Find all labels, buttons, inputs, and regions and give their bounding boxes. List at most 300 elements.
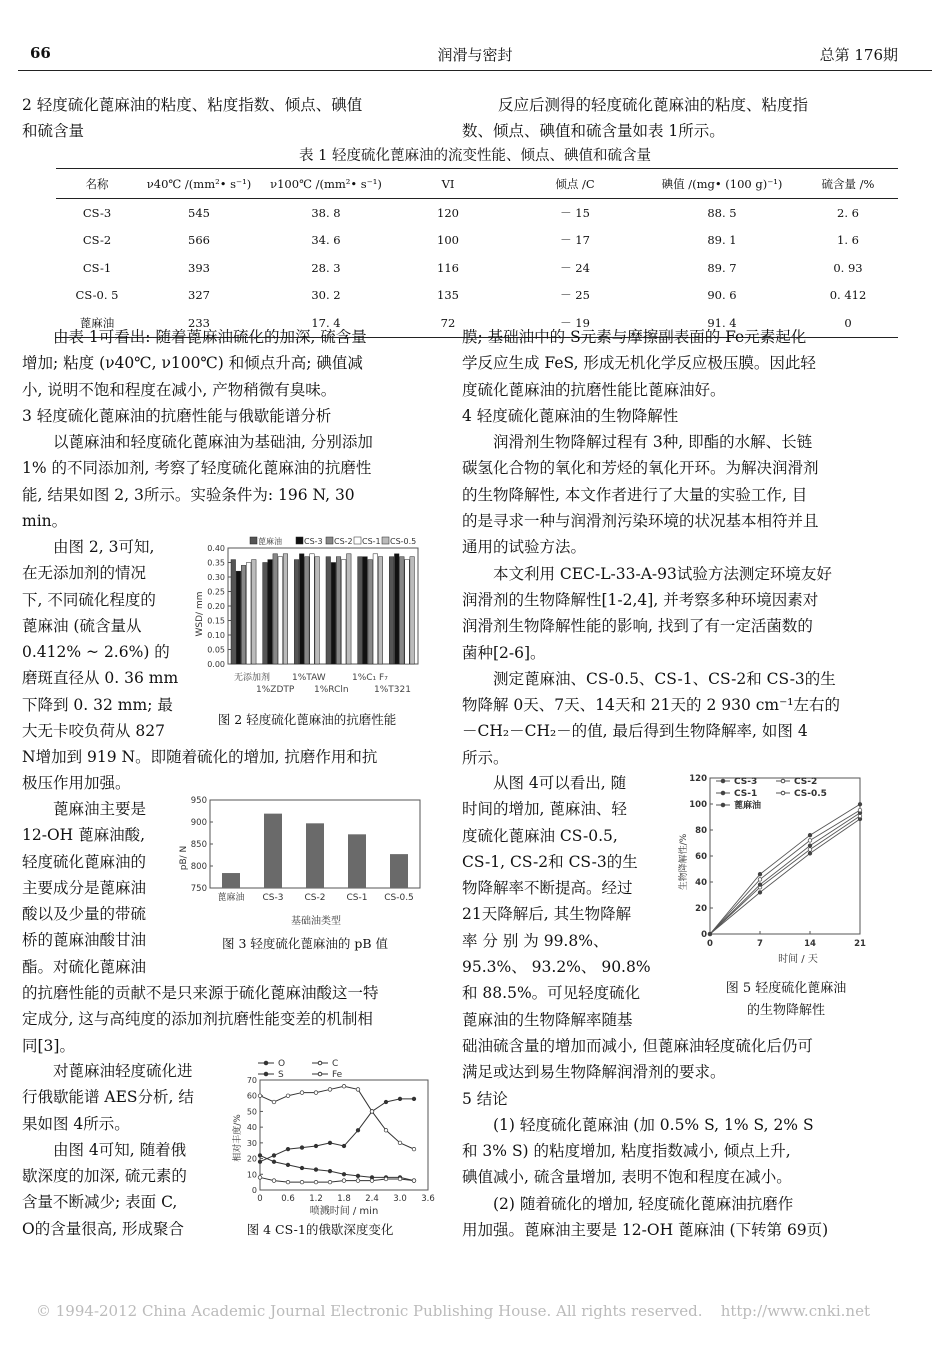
table-cell: 90. 6 [707,288,737,303]
wrap3-line: 12-OH 蓖麻油酸, [22,826,146,845]
fig2-bar [246,563,251,665]
fig2-bar [389,557,394,664]
wrap5-line: 21天降解后, 其生物降解 [462,905,632,924]
page-number: 66 [30,44,51,62]
fig2-bar [400,557,405,664]
fig2-ytick-label: 0.35 [207,558,225,568]
fig2-ytick-label: 0.30 [207,573,225,582]
table-cell: 72 [392,309,504,337]
section-2-heading [22,92,462,145]
fig5-ytick-label: 120 [689,774,707,784]
fig5-ylabel: 生物降解性/% [679,833,689,891]
fig5-point [858,808,862,812]
para-line: －CH₂－CH₂－的值, 最后得到生物降解率, 如图 4 [462,722,808,741]
fig2-legend-swatch [250,537,257,544]
table-cell: 566 [188,233,210,248]
fig2-bar [341,560,346,664]
table-cell: 88. 5 [707,205,737,220]
fig5-legend-marker [781,791,785,795]
fig4-xtick-label: 3.0 [393,1194,407,1204]
fig5-point [808,848,812,852]
section-3-title: 3 轻度硫化蓖麻油的抗磨性能与俄歇能谱分析 [22,406,332,425]
fig3-xlabel: 基础油类型 [291,916,341,927]
fig4-point [398,1177,402,1181]
fig4-point [300,1166,304,1170]
fig2-bar [331,563,336,665]
fig2-bar [347,554,352,664]
fig4-xtick-label: 1.2 [309,1194,323,1204]
section-2-title-line2: 和硫含量 [22,122,85,141]
fig5-point [858,802,862,806]
fig4-point [412,1097,416,1101]
table-cell: CS-2 [82,233,112,248]
wrap4-line: 含量不断减少; 表面 C, [22,1193,178,1212]
fig5-point [808,839,812,843]
figure-4-chart [232,1056,435,1218]
fig2-ytick-label: 0.10 [207,631,225,640]
fig5-ytick-label: 80 [695,826,707,836]
wrap5-line: 95.3%、 93.2%、 90.8% [462,958,651,977]
wrap2-line: 下降到 0. 32 mm; 最 [22,695,173,714]
fig5-point [758,891,762,895]
fig3-bar [222,873,240,888]
figure-5-caption [686,978,886,1022]
fig4-point [412,1179,416,1183]
para-line: 物降解 0天、7天、14天和 21天的 2 930 cm⁻¹左右的 [462,696,841,715]
section-4-title: 4 轻度硫化蓖麻油的生物降解性 [462,406,679,425]
col-iodine: 碘值 /(mg• (100 g)⁻¹) [646,169,798,199]
fig2-bar [405,560,410,664]
fig5-xtick-label: 7 [757,939,763,949]
fig4-ytick-label: 20 [246,1154,257,1164]
fig3-xtick-label: 蓖麻油 [217,893,245,903]
table-cell: 34. 6 [311,233,341,248]
wrap2-line: 0.412% ~ 2.6%) 的 [22,643,170,662]
wrap4-line: 由图 4可知, 随着俄 [53,1140,187,1159]
fig4-legend-marker-diamond [318,1061,322,1065]
fig4-ylabel: 相对丰度/% [233,1114,243,1162]
para-line: 润滑剂的生物降解性[1-2,4], 并考察多种环境因素对 [462,590,819,609]
fig2-bar [315,557,320,664]
fig2-bar [336,557,341,664]
table-header-row [56,169,898,199]
fig2-xlabel: 无添加剂 [234,673,271,683]
table-cell: － 17 [560,233,590,248]
fig4-point [370,1110,374,1114]
fig4-point [412,1147,416,1151]
table-cell: － 19 [504,309,646,337]
fig5-point [708,932,712,936]
col-v40: ν40℃ /(mm²• s⁻¹) [138,169,260,199]
left-after-fig3 [22,980,462,1059]
fig4-point [258,1154,262,1158]
fig5-ytick-label: 60 [695,852,707,862]
table-cell: 30. 2 [311,288,341,303]
section-2-intro [462,92,932,145]
fig2-legend-swatch [296,537,303,544]
wrap5-line: 率 分 别 为 99.8%、 [462,931,609,950]
fig5-legend-marker [721,791,725,795]
fig4-legend-label: Fe [332,1070,343,1080]
fig4-ytick-label: 0 [251,1186,257,1195]
fig2-ytick-label: 0.25 [207,587,225,597]
fig5-point [758,872,762,876]
fig4-legend-marker-circle [264,1061,268,1065]
fig2-bar [394,554,399,664]
right-wrap-fig5 [462,770,674,1033]
fig5-series-line [710,816,860,934]
fig2-bar [283,554,288,664]
para-line: 测定蓖麻油、CS-0.5、CS-1、CS-2和 CS-3的生 [493,669,836,688]
table-row [56,227,898,255]
para-line: 定成分, 这与高纯度的添加剂抗磨性能变差的机制相 [22,1010,373,1029]
fig3-bar [348,834,366,888]
cnki-url[interactable]: http://www.cnki.net [720,1302,870,1320]
conclusion-2: (2) 随着硫化的增加, 轻度硫化蓖麻油抗磨作 [493,1194,794,1213]
fig4-series-line [260,1155,414,1180]
table-cell: 0. 412 [829,288,867,303]
fig5-xlabel: 时间 / 天 [778,954,818,965]
wrap5-line: 从图 4可以看出, 随 [493,774,627,792]
fig4-point [398,1097,402,1101]
table-cell: 38. 8 [311,205,341,220]
conclusion-2: 用加强。蓖麻油主要是 12-OH 蓖麻油 (下转第 69页) [462,1221,829,1240]
fig2-ytick-label: 0.05 [207,645,225,655]
table-cell: 545 [188,205,210,220]
fig5-legend-label: CS-0.5 [794,789,827,799]
fig4-point [258,1160,262,1164]
fig4-point [286,1163,290,1167]
para-line: 通用的试验方法。 [462,538,587,557]
fig4-point [272,1179,276,1183]
col-vi: VI [392,169,504,199]
fig2-ytick-label: 0.00 [207,660,225,669]
fig4-point [328,1180,332,1184]
fig5-plot-frame [710,778,860,934]
wrap5-line: 蓖麻油的生物降解率随基 [462,1010,633,1029]
table-cell: － 25 [560,288,590,303]
fig2-ytick-label: 0.20 [207,602,225,611]
table-cell: 91. 4 [646,309,798,337]
left-wrap-fig3 [22,796,190,980]
table-cell: 100 [437,233,459,248]
figure-2-caption: 图 2 轻度硫化蓖麻油的抗磨性能 [217,712,397,727]
fig4-point [314,1168,318,1172]
wrap4-line: 果如图 4所示。 [22,1114,130,1133]
wrap2-line: 大无卡咬负荷从 827 [22,722,166,741]
fig4-point [258,1094,262,1098]
fig2-bar [368,560,373,664]
fig2-bar [273,554,278,664]
intro-line1: 反应后测得的轻度硫化蓖麻油的粘度、粘度指 [498,96,809,114]
fig4-series-line [260,1099,414,1162]
intro-line2: 数、倾点、碘值和硫含量如表 1所示。 [462,122,725,141]
wrap5-line: 度硫化蓖麻油 CS-0.5, [462,826,618,845]
fig4-legend-label: O [278,1059,286,1069]
fig3-xtick-label: CS-3 [262,893,284,903]
fig4-point [286,1180,290,1184]
fig2-bar [294,560,299,664]
wrap5-line: CS-1, CS-2和 CS-3的生 [462,852,638,871]
fig4-point [356,1174,360,1178]
para-antiwear-3: 能, 结果如图 2, 3所示。实验条件为: 196 N, 30 [22,485,355,504]
fig2-bar [326,557,331,664]
para-line: 润滑剂生物降解过程有 3种, 即酯的水解、长链 [493,433,813,452]
col-v100: ν100℃ /(mm²• s⁻¹) [260,169,392,199]
fig4-point [314,1144,318,1148]
fig4-point [300,1146,304,1150]
fig5-legend-marker [721,779,725,783]
fig3-ytick-label: 900 [190,818,207,828]
fig5-point [808,852,812,856]
fig5-legend-label: CS-2 [794,777,818,787]
fig3-ytick-label: 950 [190,796,207,806]
fig4-legend-marker-cross [318,1072,322,1076]
para-line: N增加到 919 N。即随着硫化的增加, 抗磨作用和抗 [22,748,378,766]
wrap3-line: 桥的蓖麻油酸甘油 [22,931,147,950]
fig4-point [328,1141,332,1145]
fig4-series-line [260,1086,414,1149]
section-5-title: 5 结论 [462,1089,508,1108]
fig5-point [808,833,812,837]
fig3-bar [264,814,282,888]
table-cell: CS-0. 5 [75,288,119,303]
fig4-legend-label: S [278,1070,284,1080]
conclusion-1: (1) 轻度硫化蓖麻油 (加 0.5% S, 1% S, 2% S [493,1115,814,1134]
para-line: 菌种[2-6]。 [462,643,546,662]
fig3-ytick-label: 800 [190,862,207,872]
fig2-legend-label: CS-1 [362,537,381,546]
header-rule [18,70,932,71]
right-bottom [462,1033,932,1243]
fig3-bar [390,854,408,888]
fig4-point [300,1180,304,1184]
left-after-fig2 [22,744,462,797]
para-line: 的生物降解性, 本文作者进行了大量的实验工作, 目 [462,485,808,504]
wrap4-line: 行俄歇能谱 AES分析, 结 [22,1088,194,1107]
fig5-ytick-label: 0 [701,930,707,940]
para-line: 膜; 基础油中的 S元素与摩擦副表面的 Fe元素起化 [462,328,807,346]
wrap3-line: 轻度硫化蓖麻油的 [22,852,147,871]
fig2-bar [299,554,304,664]
fig4-ytick-label: 70 [246,1076,257,1085]
fig4-point [272,1154,276,1158]
fig2-bar [236,571,241,664]
wrap2-line: 蓖麻油 (硫含量从 [22,616,142,635]
fig5-caption-line2: 的生物降解性 [746,1003,825,1018]
para-line: 础油硫含量的增加而减小, 但蓖麻油轻度硫化后仍可 [462,1037,813,1055]
right-column-top [462,324,932,771]
conclusion-1: 和 3% S) 的粘度增加, 粘度指数减小, 倾点上升, [462,1142,791,1161]
fig3-xtick-label: CS-1 [346,893,368,903]
figure-5-chart [676,772,874,968]
wrap5-line: 和 88.5%。可见轻度硫化 [462,984,641,1003]
table-1-caption: 表 1 轻度硫化蓖麻油的流变性能、倾点、碘值和硫含量 [299,148,651,164]
fig2-xlabel: 1%RCln [314,685,349,695]
section-2-title-line1: 2 轻度硫化蓖麻油的粘度、粘度指数、倾点、碘值 [22,96,363,114]
fig5-ytick-label: 100 [689,800,707,810]
wrap2-line: 由图 2, 3可知, [53,538,155,556]
fig5-legend-label: CS-1 [734,789,758,799]
para-line: 学反应生成 FeS, 形成无机化学反应极压膜。因此轻 [462,354,816,373]
fig3-bar [306,823,324,888]
fig5-point [758,883,762,887]
fig2-bar [268,560,273,664]
fig4-xtick-label: 3.6 [421,1194,435,1204]
table-cell: 28. 3 [311,260,341,275]
fig2-legend-swatch [354,537,361,544]
para-line: 度硫化蓖麻油的抗磨性能比蓖麻油好。 [462,380,726,399]
wrap4-line: O的含量很高, 形成聚合 [22,1219,185,1238]
table-cell: CS-1 [82,260,112,275]
para-table-analysis-1: 由表 1可看出: 随着蓖麻油硫化的加深, 硫含量 [53,328,367,346]
fig4-legend-label: C [332,1059,339,1069]
table-cell: 120 [437,205,459,220]
fig2-bar [310,554,315,664]
figure-3-chart [176,796,424,928]
fig4-point [342,1172,346,1176]
fig3-ytick-label: 850 [190,840,207,850]
wrap5-line: 物降解率不断提高。经过 [462,879,633,898]
left-wrap-fig4 [22,1058,232,1242]
table-cell: 233 [138,309,260,337]
table-cell: 蓖麻油 [56,309,138,337]
fig4-point [314,1180,318,1184]
fig5-caption-line1: 图 5 轻度硫化蓖麻油 [725,981,847,996]
fig3-ylabel: pB/ N [179,845,189,871]
fig4-point [356,1088,360,1092]
figure-4-caption: 图 4 CS-1的俄歇深度变化 [246,1222,394,1237]
fig2-ytick-label: 0.15 [207,616,225,626]
para-line: 同[3]。 [22,1036,75,1055]
para-antiwear-1: 以蓖麻油和轻度硫化蓖麻油为基础油, 分别添加 [53,433,373,452]
wrap3-line: 主要成分是蓖麻油 [22,878,147,897]
fig2-xlabel: 1%TAW [292,673,326,683]
fig5-xtick-label: 0 [707,939,713,949]
wrap3-line: 酯。对硫化蓖麻油 [22,957,147,976]
para-line: 润滑剂生物降解性能的影响, 找到了有一定活菌数的 [462,617,813,636]
fig2-bar [263,563,268,665]
fig4-point [258,1176,262,1180]
fig4-point [286,1147,290,1151]
table-cell: 393 [188,260,210,275]
para-line: 本文利用 CEC-L-33-A-93试验方法测定环境友好 [493,564,832,583]
journal-title: 润滑与密封 [437,46,513,64]
table-cell: 0 [798,309,898,337]
fig5-xtick-label: 14 [804,939,816,949]
table-row [56,199,898,227]
wrap2-line: 在无添加剂的情况 [22,564,147,583]
conclusion-1: 碘值减小, 硫含量增加, 表明不饱和程度在减小。 [462,1168,792,1187]
fig2-bar [305,557,310,664]
table-cell: 135 [437,288,459,303]
fig5-legend-marker [781,779,785,783]
fig4-ytick-label: 40 [246,1123,257,1133]
fig2-bar [378,557,383,664]
wrap2-line: 下, 不同硫化程度的 [22,590,156,609]
wrap3-line: 酸以及少量的带硫 [22,905,147,924]
fig5-legend-label: CS-3 [734,777,758,787]
table-cell: － 24 [560,260,590,275]
fig5-series-line [710,819,860,934]
fig4-ytick-label: 30 [246,1138,257,1148]
fig5-point [808,844,812,848]
para-line: 极压作用加强。 [22,774,131,793]
fig5-legend-marker [721,803,725,807]
fig2-bar [231,560,236,664]
para-line: 的是寻求一种与润滑剂污染环境的状况基本相符并且 [462,512,819,531]
fig2-xlabel: 1%ZDTP [256,685,295,695]
fig4-point [328,1088,332,1092]
fig4-ytick-label: 50 [246,1107,257,1117]
fig5-ytick-label: 40 [695,878,707,888]
fig4-point [342,1084,346,1088]
fig2-bar [252,560,257,664]
fig4-point [384,1100,388,1104]
fig4-point [356,1128,360,1132]
wrap4-line: 对蓖麻油轻度硫化进 [53,1062,193,1080]
figure-3-caption: 图 3 轻度硫化蓖麻油的 pB 值 [221,936,389,951]
fig4-xtick-label: 0 [257,1194,263,1204]
fig4-xlabel: 喷溅时间 / min [309,1206,379,1217]
table-cell: 89. 1 [707,233,737,248]
fig4-xtick-label: 2.4 [365,1194,379,1204]
fig4-point [286,1094,290,1098]
fig4-xtick-label: 0.6 [281,1194,295,1204]
fig4-point [272,1160,276,1164]
table-cell: － 15 [560,205,590,220]
col-sulfur: 硫含量 /% [798,169,898,199]
fig2-xlabel: 1%C₁ F₇ [352,673,388,683]
table-cell: 0. 93 [833,260,863,275]
fig4-point [384,1177,388,1181]
para-antiwear-2: 1% 的不同添加剂, 考察了轻度硫化蓖麻油的抗磨性 [22,459,372,478]
fig4-legend-marker-square [264,1072,268,1076]
wrap4-line: 歇深度的加深, 硫元素的 [22,1167,187,1186]
fig3-xtick-label: CS-2 [304,893,326,903]
table-cell: 89. 7 [707,260,737,275]
fig4-xtick-label: 1.8 [337,1194,351,1204]
para-table-analysis-2: 增加; 粘度 (ν40℃, ν100℃) 和倾点升高; 碘值减 [22,354,363,373]
fig4-ytick-label: 60 [246,1091,257,1101]
table-cell: CS-3 [82,205,112,220]
fig3-xtick-label: CS-0.5 [384,893,414,903]
table-cell: 1. 6 [837,233,859,248]
para-line: 碳氢化合物的氧化和芳烃的氧化开环。为解决润滑剂 [462,459,819,478]
fig4-point [314,1091,318,1095]
wrap2-line: 磨斑直径从 0. 36 mm [22,669,179,688]
fig2-xlabel: 1%T321 [374,685,411,695]
fig5-point [758,878,762,882]
fig3-ytick-label: 750 [190,884,207,894]
fig2-legend-label: CS-0.5 [390,537,417,546]
fig4-series-line [260,1177,414,1182]
fig2-bar [241,565,246,664]
col-pour-point: 倾点 /C [504,169,646,199]
para-table-analysis-3: 小, 说明不饱和程度在减小, 产物稍微有臭味。 [22,380,337,399]
wrap5-line: 时间的增加, 蓖麻油、轻 [462,800,627,819]
fig2-bar [373,554,378,664]
fig4-point [342,1144,346,1148]
fig4-ytick-label: 10 [246,1170,257,1180]
fig2-bar [410,557,415,664]
fig2-bar [358,557,363,664]
fig4-point [398,1141,402,1145]
fig4-point [356,1179,360,1183]
left-column-top [22,324,462,534]
col-name: 名称 [56,169,138,199]
fig2-ylabel: WSD/ mm [195,591,205,637]
